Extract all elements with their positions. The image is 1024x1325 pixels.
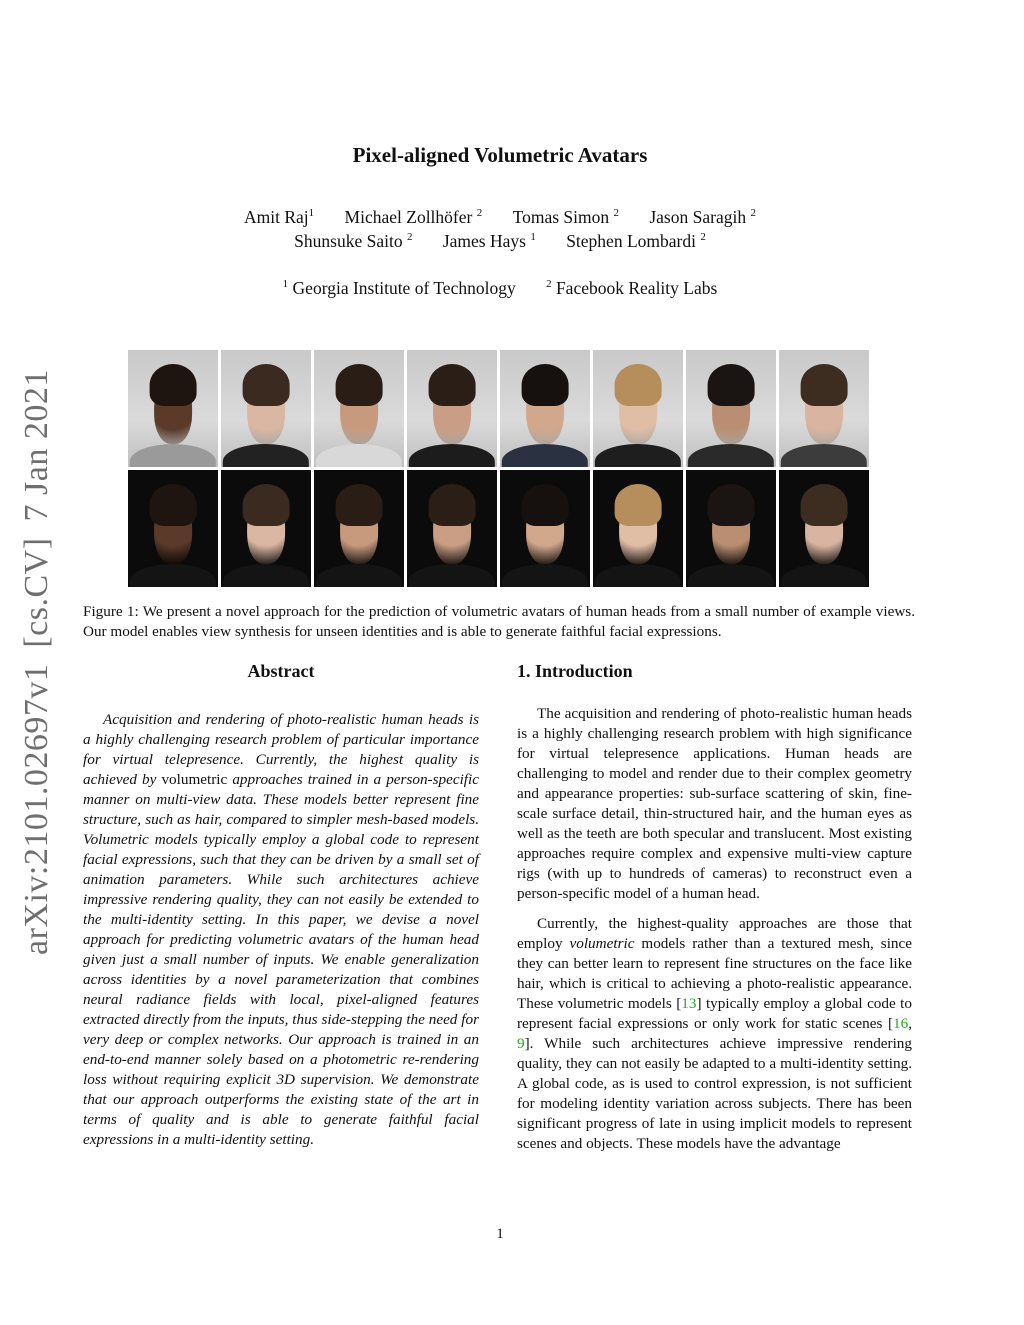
- input-photo: [500, 350, 590, 467]
- subject-hair: [615, 364, 662, 406]
- rendered-avatar: [593, 470, 683, 587]
- input-photo: [314, 350, 404, 467]
- subject-hair: [522, 484, 569, 526]
- subject-hair: [522, 364, 569, 406]
- page-number: 1: [496, 1226, 504, 1242]
- subject-shoulders: [595, 564, 681, 587]
- input-photo: [779, 350, 869, 467]
- subject-hair: [336, 484, 383, 526]
- subject-hair: [243, 364, 290, 406]
- arxiv-category: [cs.CV]: [18, 537, 55, 648]
- subject-shoulders: [781, 444, 867, 467]
- subject-shoulders: [316, 444, 402, 467]
- input-photo: [686, 350, 776, 467]
- abstract-body: Acquisition and rendering of photo-realistic human heads is a highly challenging research problem of particular importance for virtual telepresence. Currently, the highest quality is achieved by volumetric approaches trained in a person-specific manner on multi-view data. These models better represent fine structure, such as hair, compared to simpler mesh-based models. Volumetric models typically employ a global code to represent facial expressions, such that they can be driven by a small set of animation parameters. While such architectures achieve impressive rendering quality, they can not easily be extended to the multi-identity setting. In this paper, we devise a novel approach for predicting volumetric avatars of the human head given just a small number of inputs. We enable generalization across identities by a novel parameterization that combines neural radiance fields with local, pixel-aligned features extracted directly from the inputs, thus side-stepping the need for very deep or complex networks. Our approach is trained in an end-to-end manner solely based on a photometric re-rendering loss without requiring explicit 3D supervision. We demonstrate that our approach outperforms the existing state of the art in terms of quality and is able to generate faithful facial expressions in a multi-identity setting.: [83, 711, 479, 1148]
- input-photo: [221, 350, 311, 467]
- paper-title: Pixel-aligned Volumetric Avatars: [352, 143, 648, 167]
- rendered-avatar: [407, 470, 497, 587]
- rendered-avatar: [686, 470, 776, 587]
- subject-hair: [801, 484, 848, 526]
- rendered-avatar: [779, 470, 869, 587]
- citation-link[interactable]: 9: [517, 1035, 525, 1052]
- subject-shoulders: [502, 564, 588, 587]
- subject-hair: [429, 364, 476, 406]
- subject-hair: [615, 484, 662, 526]
- author: Michael Zollhöfer $^2$: [344, 207, 483, 227]
- figure-caption: Figure 1: We present a novel approach for the prediction of volumetric avatars of human heads from a small number of example views. Our model enables view synthesis for unseen identities and is able to generate faithful facial expressions.: [83, 603, 915, 640]
- subject-shoulders: [130, 444, 216, 467]
- intro-paragraph-2: Currently, the highest-quality approaches are those that employ volumetric models rather than a textured mesh, since they can better learn to represent fine structures on the face like hair, which is critical to achieving a photo-realistic appearance. These volumetric models [13] typically employ a global code to represent facial expressions or only work for static scenes [16, 9]. While such architectures achieve impressive rendering quality, they can not easily be adapted to a multi-identity setting. A global code, as is used to control expression, is not sufficient for modeling identity variation across subjects. There has been significant progress of late in using implicit models to represent scenes and objects. These models have the advantage: [517, 915, 912, 1152]
- subject-hair: [708, 364, 755, 406]
- subject-hair: [243, 484, 290, 526]
- subject-hair: [429, 484, 476, 526]
- authors-line-2: [0, 231, 1000, 252]
- citation-link[interactable]: 13: [681, 995, 697, 1012]
- subject-hair: [801, 364, 848, 406]
- subject-shoulders: [502, 444, 588, 467]
- affiliation: $^2$ Facebook Reality Labs: [546, 278, 718, 298]
- author: Stephen Lombardi $^2$: [566, 231, 706, 251]
- arxiv-sidebar: [18, 353, 56, 955]
- rendered-avatar: [314, 470, 404, 587]
- subject-shoulders: [688, 444, 774, 467]
- rendered-avatar: [500, 470, 590, 587]
- subject-hair: [336, 364, 383, 406]
- subject-shoulders: [595, 444, 681, 467]
- subject-shoulders: [688, 564, 774, 587]
- author: Amit Raj$^1$: [244, 207, 315, 227]
- input-photo: [407, 350, 497, 467]
- subject-hair: [708, 484, 755, 526]
- introduction-body: [517, 704, 912, 1164]
- subject-shoulders: [223, 564, 309, 587]
- authors-line-1: [0, 207, 1000, 228]
- intro-paragraph-1: The acquisition and rendering of photo-realistic human heads is a highly challenging research problem with high significance for virtual telepresence applications. Human heads are challenging to model and render due to their complex geometry and appearance properties: sub-surface scattering of skin, fine-scale surface detail, thin-structured hair, and the human eyes as well as the teeth are both specular and translucent. Most existing approaches require complex and expensive multi-view capture rigs (with up to hundreds of cameras) to reconstruct even a person-specific model of a human head.: [517, 705, 912, 902]
- input-photo: [128, 350, 218, 467]
- subject-hair: [150, 364, 197, 406]
- subject-shoulders: [409, 564, 495, 587]
- subject-hair: [150, 484, 197, 526]
- subject-shoulders: [223, 444, 309, 467]
- subject-shoulders: [781, 564, 867, 587]
- affiliations: [0, 278, 1000, 299]
- arxiv-id: arXiv:2101.02697v1: [18, 663, 55, 955]
- subject-shoulders: [409, 444, 495, 467]
- author: Shunsuke Saito $^2$: [294, 231, 413, 251]
- subject-shoulders: [316, 564, 402, 587]
- rendered-avatar: [128, 470, 218, 587]
- affiliation: $^1$ Georgia Institute of Technology: [282, 278, 516, 298]
- input-photo: [593, 350, 683, 467]
- author: Tomas Simon $^2$: [512, 207, 619, 227]
- author: James Hays $^1$: [442, 231, 536, 251]
- arxiv-date: 7 Jan 2021: [18, 369, 55, 522]
- citation-link[interactable]: 16: [893, 1015, 909, 1032]
- author: Jason Saragih $^2$: [649, 207, 756, 227]
- subject-shoulders: [130, 564, 216, 587]
- introduction-heading: 1. Introduction: [517, 661, 633, 681]
- figure-avatar-grid: [128, 350, 869, 587]
- abstract-heading: Abstract: [247, 661, 315, 681]
- rendered-avatar: [221, 470, 311, 587]
